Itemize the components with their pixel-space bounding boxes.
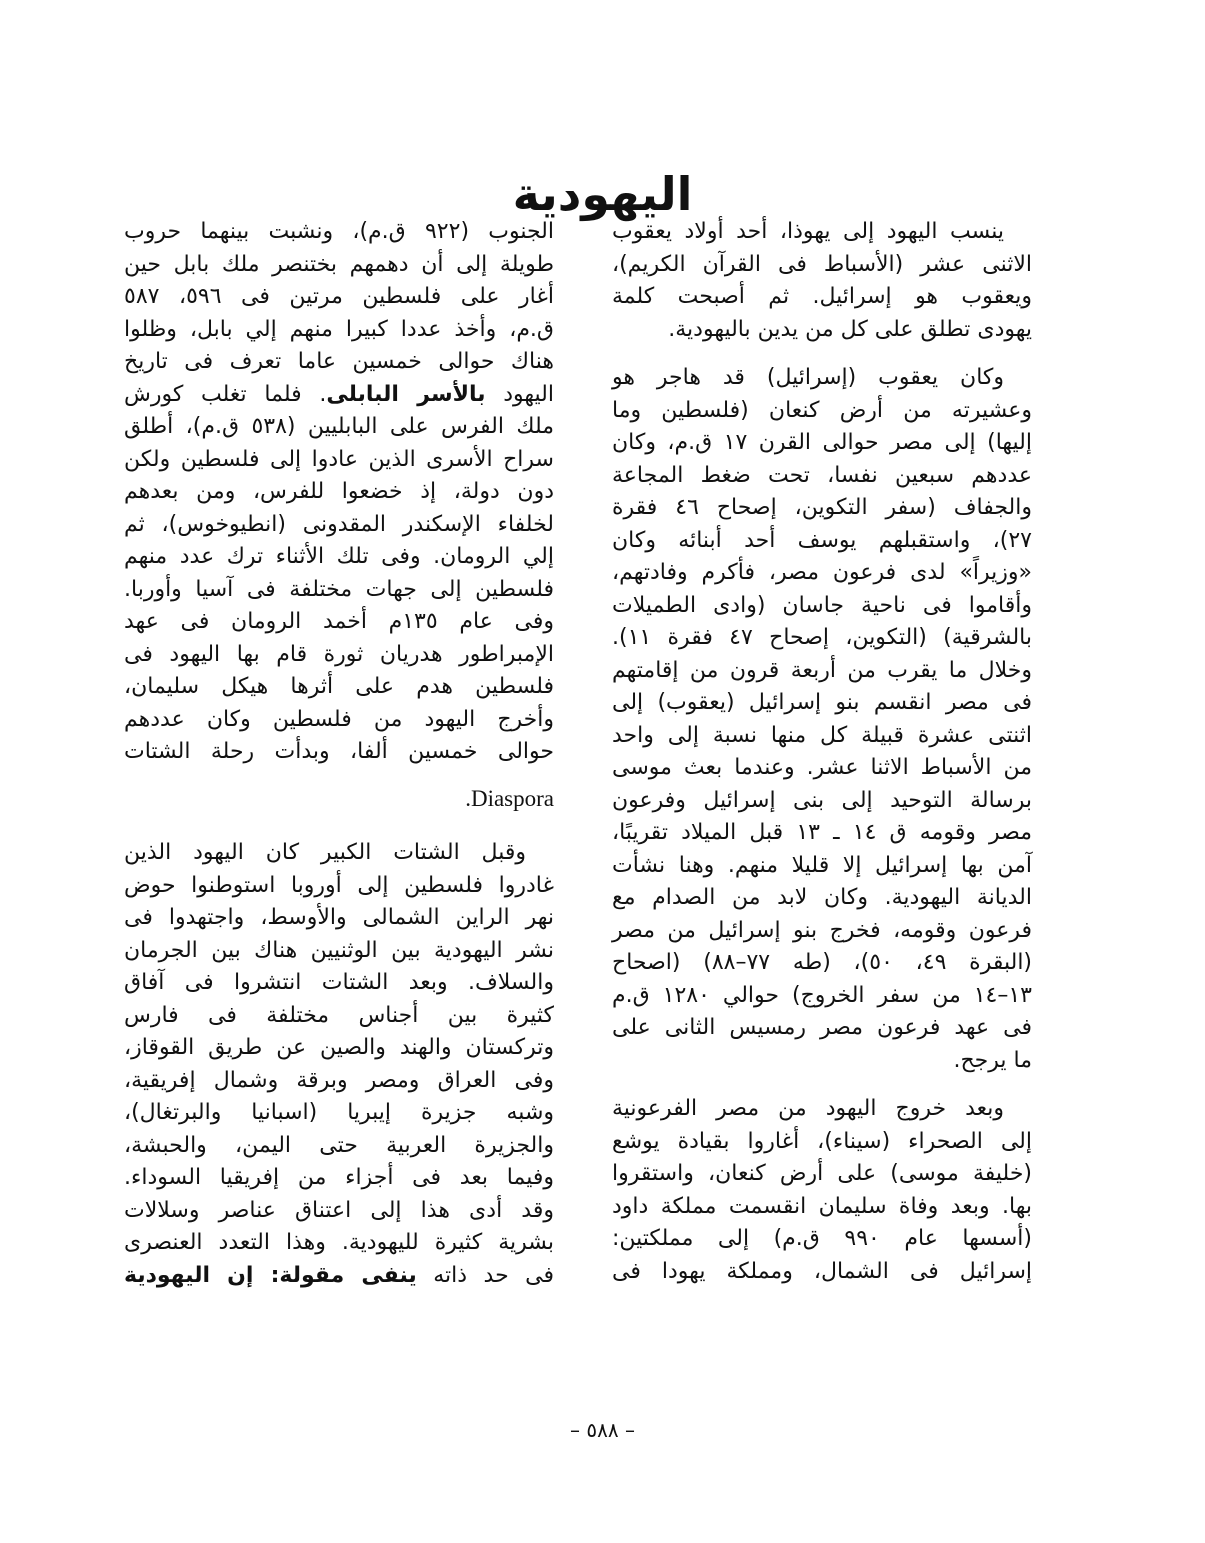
text-line: والجفاف (سفر التكوين، إصحاح ٤٦ فقرة bbox=[612, 495, 1033, 520]
text-line: ١٣–١٤ من سفر الخروج) حوالي ١٢٨٠ ق.م bbox=[612, 982, 1032, 1008]
text-line: ينسب اليهود إلى يهوذا، أحد أولاد يعقوب bbox=[612, 219, 1004, 244]
text-line: إلي الرومان. وفى تلك الأثناء ترك عدد منهم bbox=[124, 544, 554, 569]
text-line: إليها) إلى مصر حوالى القرن ١٧ ق.م، وكان bbox=[612, 430, 1033, 455]
text-line: آمن بها إسرائيل إلا قليلا منهم. وهنا نشأت bbox=[612, 852, 1032, 878]
text-line: فى عهد فرعون مصر رمسيس الثانى على bbox=[612, 1015, 1032, 1040]
paragraph-5 bbox=[124, 837, 554, 1292]
text-fragment: . فلما تغلب كورش bbox=[124, 381, 327, 407]
text-line: ٢٧)، واستقبلهم يوسف أحد أبنائه وكان bbox=[612, 527, 1032, 553]
paragraph-3 bbox=[612, 1093, 1032, 1288]
text-line: ويعقوب هو إسرائيل. ثم أصبحت كلمة bbox=[612, 284, 1032, 309]
text-line: وخلال ما يقرب من أربعة قرون من إقامتهم bbox=[612, 657, 1032, 683]
text-line: ما يرجح. bbox=[953, 1047, 1032, 1073]
left-column bbox=[124, 216, 554, 1308]
text-line: (البقرة ٤٩، ٥٠)، (طه ٧٧–٨٨) (اصحاح bbox=[612, 950, 1033, 975]
text-line: سراح الأسرى الذين عادوا إلى فلسطين ولكن bbox=[124, 446, 554, 472]
text-line: (أسسها عام ٩٩٠ ق.م) إلى مملكتين: bbox=[612, 1226, 1032, 1251]
text-line: دون دولة، إذ خضعوا للفرس، ومن بعدهم bbox=[124, 479, 554, 504]
text-line: وتركستان والهند والصين عن طريق القوقاز، bbox=[124, 1035, 554, 1060]
text-line: الديانة اليهودية. وكان لابد من الصدام مع bbox=[612, 885, 1032, 910]
text-line: لخلفاء الإسكندر المقدونى (انطيوخوس)، ثم bbox=[124, 511, 554, 537]
text-line: الاثنى عشر (الأسباط فى القرآن الكريم)، bbox=[612, 251, 1032, 277]
text-line: طويلة إلى أن دهمهم بختنصر ملك بابل حين bbox=[124, 251, 554, 277]
text-line: الجنوب (٩٢٢ ق.م)، ونشبت بينهما حروب bbox=[124, 219, 554, 244]
text-line: وقد أدى هذا إلى اعتناق عناصر وسلالات bbox=[124, 1197, 554, 1223]
text-line: وفى العراق ومصر وبرقة وشمال إفريقية، bbox=[124, 1067, 554, 1093]
text-line: برسالة التوحيد إلى بنى إسرائيل وفرعون bbox=[612, 787, 1032, 813]
text-line: (خليفة موسى) على أرض كنعان، واستقروا bbox=[612, 1161, 1032, 1186]
text-line: وعشيرته من أرض كنعان (فلسطين وما bbox=[612, 397, 1032, 423]
text-line: وفيما بعد فى أجزاء من إفريقيا السوداء. bbox=[124, 1165, 554, 1190]
text-line: من الأسباط الاثنا عشر. وعندما بعث موسى bbox=[612, 755, 1032, 780]
text-line: وبعد خروج اليهود من مصر الفرعونية bbox=[612, 1096, 1004, 1121]
text-line: أغار على فلسطين مرتين فى ٥٩٦، ٥٨٧ bbox=[124, 284, 554, 309]
paragraph-2 bbox=[612, 362, 1032, 1077]
diaspora-term bbox=[124, 783, 554, 816]
page-title: اليهودية bbox=[512, 166, 693, 221]
text-line: وأقاموا فى ناحية جاسان (وادى الطميلات bbox=[612, 592, 1032, 618]
text-line: هناك حوالى خمسين عاما تعرف فى تاريخ bbox=[124, 349, 554, 374]
text-fragment: فى حد ذاته bbox=[416, 1262, 554, 1288]
text-line: وكان يعقوب (إسرائيل) قد هاجر هو bbox=[612, 365, 1004, 390]
text-line: بشرية كثيرة لليهودية. وهذا التعدد العنصرى bbox=[124, 1230, 554, 1255]
text-line: ق.م، وأخذ عددا كبيرا منهم إلي بابل، وظلوا bbox=[124, 316, 554, 342]
text-line: إسرائيل فى الشمال، ومملكة يهودا فى bbox=[612, 1258, 1032, 1284]
text-line: والسلاف. وبعد الشتات انتشروا فى آفاق bbox=[124, 970, 554, 995]
text-line: اثنتى عشرة قبيلة كل منها نسبة إلى واحد bbox=[612, 722, 1032, 748]
right-column bbox=[612, 216, 1032, 1304]
bold-term-babylonian-captivity: بالأسر البابلى bbox=[326, 381, 486, 407]
paragraph-4 bbox=[124, 216, 554, 815]
text-line: فلسطين هدم على أثرها هيكل سليمان، bbox=[124, 674, 554, 699]
text-line: وفى عام ١٣٥م أخمد الرومان فى عهد bbox=[124, 609, 554, 634]
text-fragment: اليهود bbox=[485, 381, 554, 407]
text-line: إلى الصحراء (سيناء)، أغاروا بقيادة يوشع bbox=[612, 1128, 1032, 1154]
text-line: نهر الراين الشمالى والأوسط، واجتهدوا فى bbox=[124, 905, 554, 930]
text-line: وشبه جزيرة إيبريا (اسبانيا والبرتغال)، bbox=[124, 1100, 554, 1125]
text-line: والجزيرة العربية حتى اليمن، والحبشة، bbox=[124, 1132, 554, 1158]
text-line: نشر اليهودية بين الوثنيين هناك بين الجرمان bbox=[124, 937, 554, 963]
text-line: فرعون وقومه، فخرج بنو إسرائيل من مصر bbox=[612, 917, 1032, 943]
text-line: عددهم سبعين نفسا، تحت ضغط المجاعة bbox=[612, 462, 1032, 488]
text-line: غادروا فلسطين إلى أوروبا استوطنوا حوض bbox=[124, 872, 554, 898]
text-line-with-bold bbox=[124, 1260, 554, 1293]
page-number: – ٥٨٨ – bbox=[570, 1418, 635, 1442]
text-line: ملك الفرس على البابليين (٥٣٨ ق.م)، أطلق bbox=[124, 414, 555, 439]
text-line: بها. وبعد وفاة سليمان انقسمت مملكة داود bbox=[612, 1193, 1032, 1219]
text-line: مصر وقومه ق ١٤ ـ ١٣ قبل الميلاد تقريبًا، bbox=[612, 820, 1033, 845]
text-line: وأخرج اليهود من فلسطين وكان عددهم bbox=[124, 706, 554, 732]
text-line: فى مصر انقسم بنو إسرائيل (يعقوب) إلى bbox=[612, 690, 1032, 715]
text-line: كثيرة بين أجناس مختلفة فى فارس bbox=[124, 1002, 554, 1028]
paragraph-1 bbox=[612, 216, 1032, 346]
text-line: الإمبراطور هدريان ثورة قام بها اليهود فى bbox=[124, 641, 554, 667]
text-line-with-bold bbox=[124, 379, 554, 412]
text-line: حوالى خمسين ألفا، وبدأت رحلة الشتات bbox=[124, 739, 554, 764]
latin-text: .Diaspora bbox=[465, 785, 554, 811]
bold-statement: ينفى مقولة: إن اليهودية bbox=[124, 1262, 417, 1288]
text-line: فلسطين إلى جهات مختلفة فى آسيا وأوربا. bbox=[124, 576, 554, 602]
text-line: وقبل الشتات الكبير كان اليهود الذين bbox=[124, 840, 526, 865]
text-line: بالشرقية) (التكوين، إصحاح ٤٧ فقرة ١١). bbox=[612, 625, 1033, 650]
text-line: «وزيراً» لدى فرعون مصر، فأكرم وفادتهم، bbox=[612, 560, 1032, 585]
text-line: يهودى تطلق على كل من يدين باليهودية. bbox=[668, 316, 1032, 342]
